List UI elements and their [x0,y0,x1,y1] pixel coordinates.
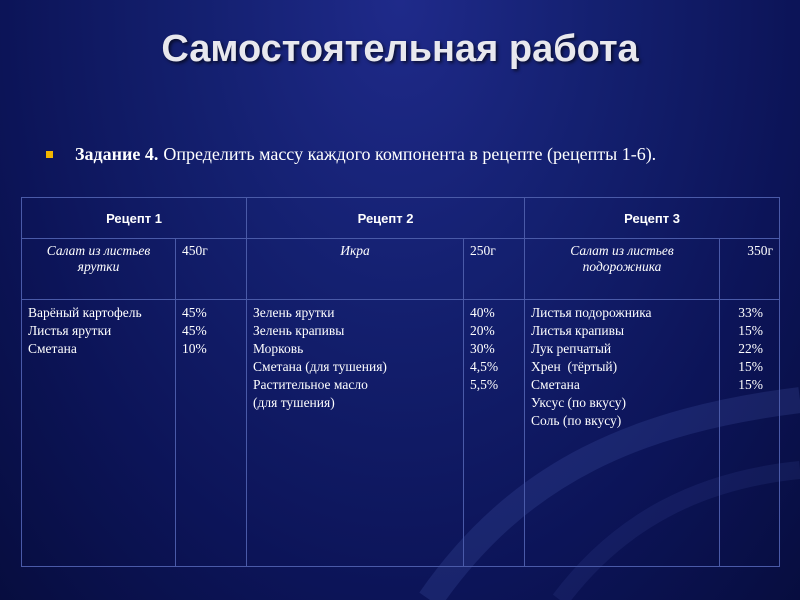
recipe-3-percents [720,300,780,567]
ingredient: Листья крапивы [531,323,625,338]
percent: 15% [738,359,764,374]
ingredient: Сметана [28,341,77,356]
ingredient: Сметана [531,377,580,392]
page-title: Самостоятельная работа [161,28,639,70]
recipe-1-percents [176,300,247,567]
task-line [46,144,766,165]
recipe-3-ingredients [525,300,720,567]
ingredient: Листья ярутки [28,323,112,338]
percent: 40% [470,305,495,320]
recipe-2-percents [464,300,525,567]
recipe-1-dish: Салат из листьев ярутки [22,239,176,300]
ingredient: Сметана (для тушения) [253,359,387,374]
ingredient: Хрен (тёртый) [531,359,618,374]
recipe-1-header: Рецепт 1 [22,198,247,239]
recipe-2-mass: 250г [464,239,525,300]
task-label: Задание 4. [75,144,159,164]
percent: 45% [182,305,207,320]
percent: 15% [738,323,764,338]
recipe-2-ingredients [247,300,464,567]
ingredient: Лук репчатый [531,341,612,356]
recipe-2-header: Рецепт 2 [247,198,525,239]
ingredient: Соль (по вкусу) [531,413,622,428]
percent: 15% [738,377,764,392]
recipe-2-dish: Икра [247,239,464,300]
recipe-3-mass: 350г [720,239,780,300]
ingredient: Морковь [253,341,304,356]
percent: 4,5% [470,359,499,374]
recipes-table [21,197,780,567]
ingredient: Уксус (по вкусу) [531,395,626,410]
ingredient: Зелень ярутки [253,305,335,320]
percent: 10% [182,341,207,356]
recipe-3-header: Рецепт 3 [525,198,780,239]
ingredient: Листья подорожника [531,305,652,320]
ingredient: Зелень крапивы [253,323,345,338]
percent: 33% [738,305,764,320]
recipe-1-ingredients [22,300,176,567]
task-text: Определить массу каждого компонента в рецепте (рецепты 1-6). [163,144,657,164]
percent: 22% [738,341,764,356]
ingredient: (для тушения) [253,395,335,410]
ingredient: Растительное масло [253,377,368,392]
bullet-icon [46,151,53,158]
percent: 45% [182,323,207,338]
percent: 30% [470,341,495,356]
recipe-3-dish: Салат из листьев подорожника [525,239,720,300]
ingredient: Варёный картофель [28,305,142,320]
recipe-1-mass: 450г [176,239,247,300]
percent: 20% [470,323,495,338]
percent: 5,5% [470,377,499,392]
